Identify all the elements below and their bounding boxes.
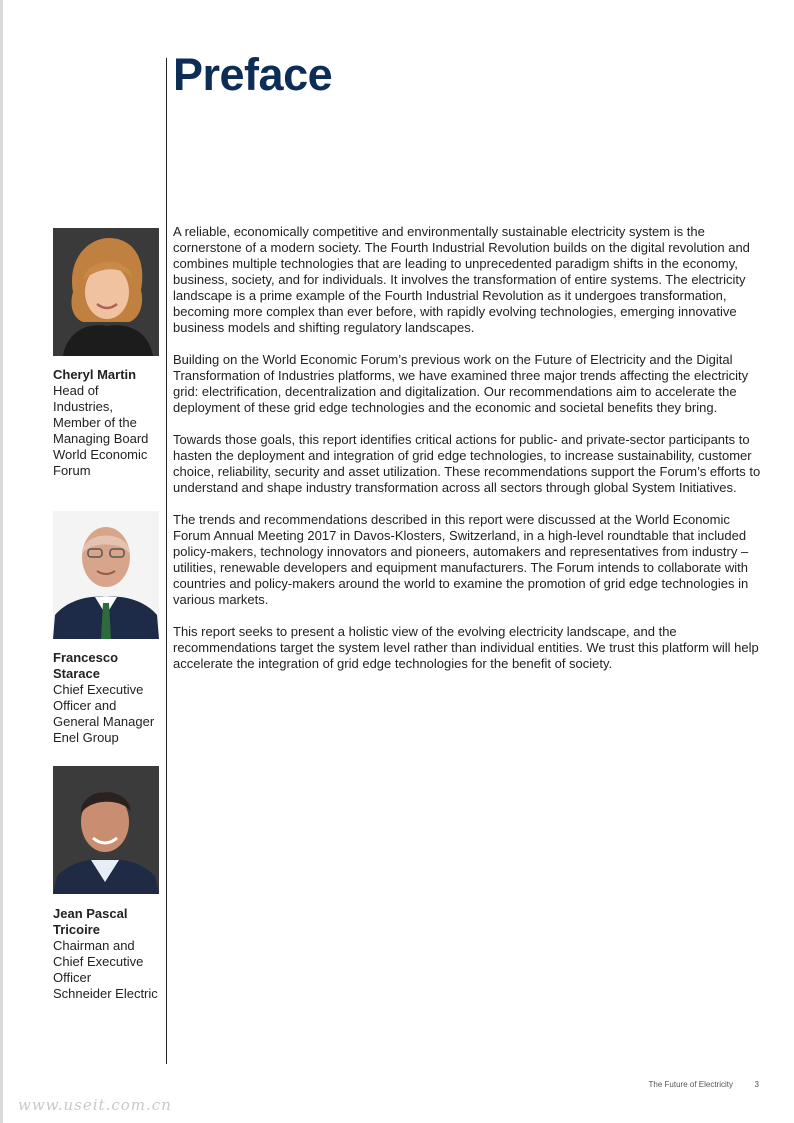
paragraph: Towards those goals, this report identifies critical actions for public- and private-sector participants to hasten the deployment and integration of grid edge technologies, to increase sustainability, customer choice, reliability, security and asset utilization. These recommendations support the Forum’s efforts to understand and shape industry transformation across all sectors through global System Initiatives. — [173, 432, 761, 495]
author-name: Cheryl Martin — [53, 367, 137, 382]
paragraph: Building on the World Economic Forum’s previous work on the Future of Electricity and the Digital Transformation of Industries platforms, we have examined three major trends affecting the electricity grid: electrification, decentralization and digitalization. Our recommendations aim to accelerate the deployment of these grid edge technologies and the economic and societal benefits they bring. — [173, 352, 749, 415]
author-francesco-starace — [53, 650, 161, 746]
author-jean-pascal-tricoire — [53, 906, 161, 1002]
page-edge-line — [0, 0, 3, 1123]
watermark-text: www.useit.com.cn — [18, 1096, 172, 1114]
portrait-illustration — [53, 228, 159, 356]
footer-page-number: 3 — [754, 1080, 759, 1089]
paragraph: A reliable, economically competitive and environmentally sustainable electricity system is the cornerstone of a modern society. The Fourth Industrial Revolution builds on the digital revolution and combines multiple technologies that are leading to unprecedented paradigm shifts in the economy, business, society, and for individuals. It involves the transformation of entire systems. The electricity landscape is a prime example of the Fourth Industrial Revolution as it undergoes transformation, becoming more complex than ever before, with rapidly evolving technologies, emerging innovative business models and shifting regulatory landscapes. — [173, 224, 750, 335]
author-role: Chief Executive Officer and General Manager Enel Group — [53, 682, 155, 745]
vertical-divider — [166, 58, 167, 1064]
portrait-illustration — [53, 511, 159, 639]
author-name: Francesco Starace — [53, 650, 119, 681]
portrait-photo-jean-pascal-tricoire — [53, 766, 159, 894]
portrait-photo-cheryl-martin — [53, 228, 159, 356]
paragraph: The trends and recommendations described in this report were discussed at the World Economic Forum Annual Meeting 2017 in Davos-Klosters, Switzerland, in a high-level roundtable that included policy-makers, technology innovators and pioneers, automakers and representatives from industry – utilities, renewable developers and equipment manufacturers. The Forum intends to collaborate with countries and policy-makers around the world to examine the promotion of grid edge technologies in various markets. — [173, 512, 749, 607]
preface-body — [173, 224, 765, 688]
author-cheryl-martin — [53, 367, 161, 479]
paragraph: This report seeks to present a holistic view of the evolving electricity landscape, and the recommendations target the system level rather than individual entities. We trust this platform will help accelerate the integration of grid edge technologies for the benefit of society. — [173, 624, 759, 671]
portrait-illustration — [53, 766, 159, 894]
page-title: Preface — [173, 49, 333, 100]
portrait-photo-francesco-starace — [53, 511, 159, 639]
footer-doc-title: The Future of Electricity — [648, 1080, 733, 1089]
author-role: Head of Industries, Member of the Managing Board World Economic Forum — [53, 383, 149, 478]
author-name: Jean Pascal Tricoire — [53, 906, 128, 937]
author-role: Chairman and Chief Executive Officer Schneider Electric — [53, 938, 158, 1001]
